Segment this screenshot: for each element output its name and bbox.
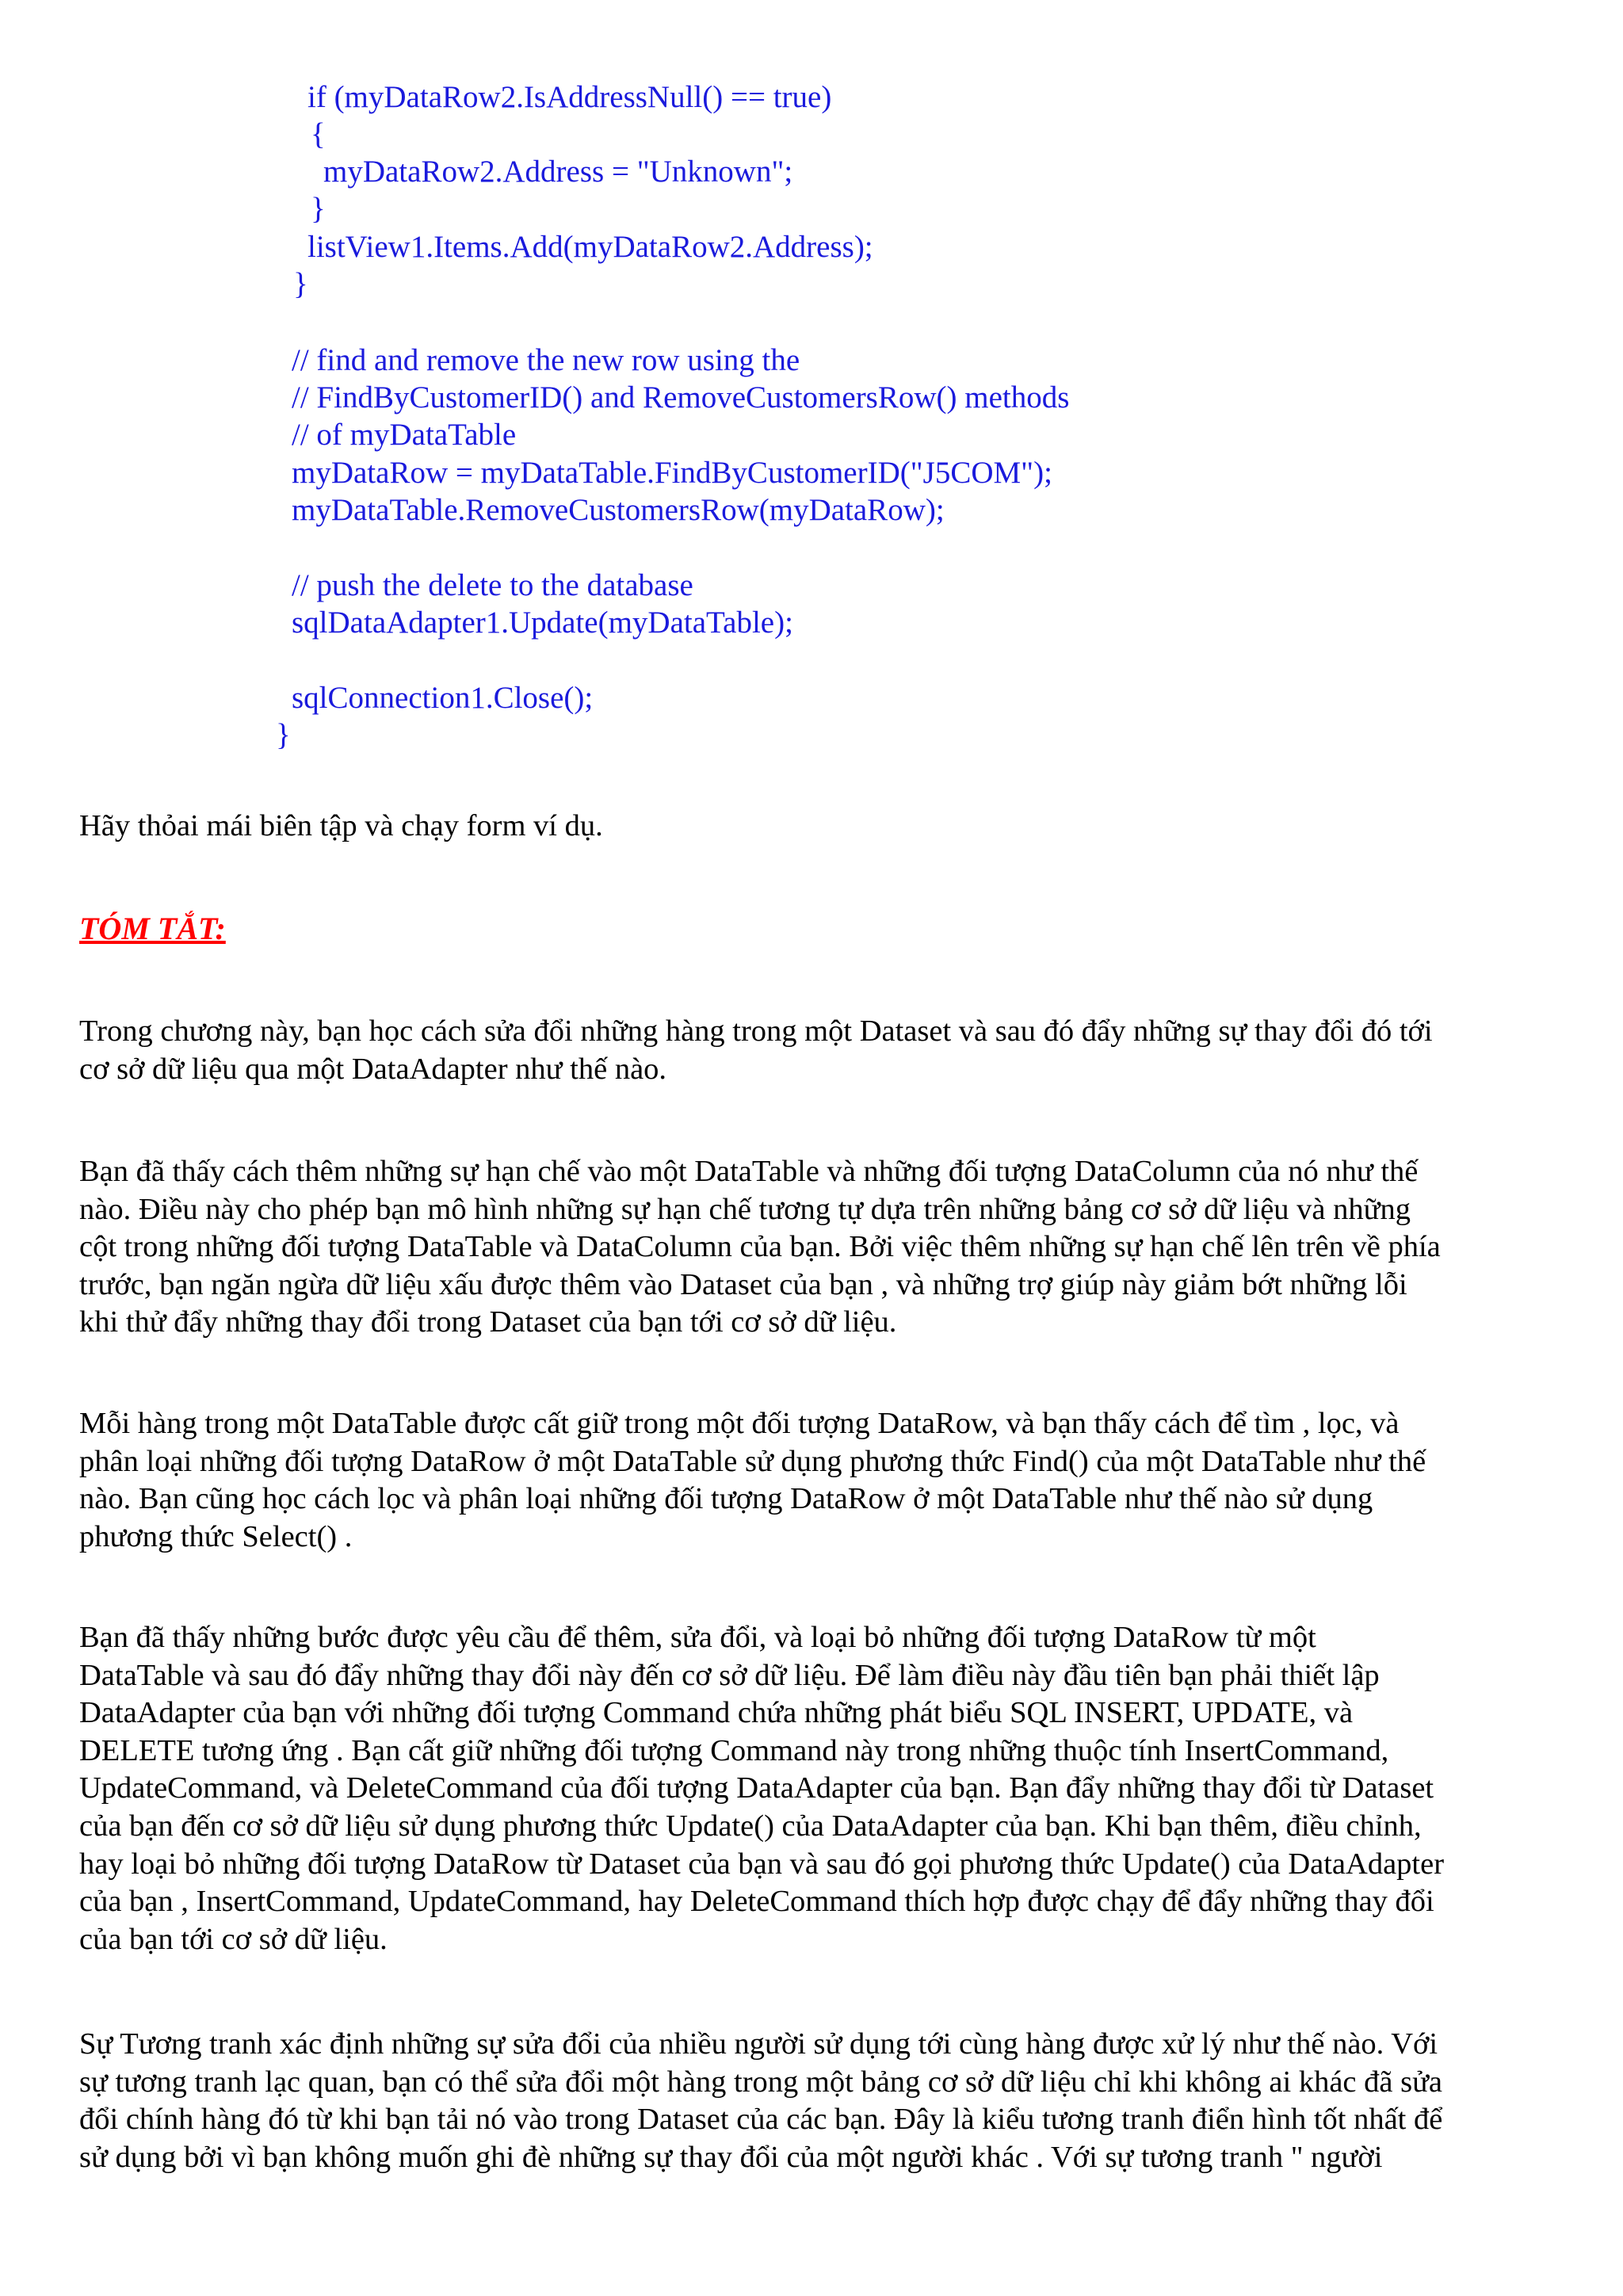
code-line: myDataTable.RemoveCustomersRow(myDataRow); bbox=[292, 493, 945, 527]
summary-paragraph-3 bbox=[79, 1405, 1569, 1556]
text-line: nào. Điều này cho phép bạn mô hình những sự hạn chế tương tự dựa trên những bảng cơ sở dữ liệu và những bbox=[79, 1192, 1411, 1226]
code-line: listView1.Items.Add(myDataRow2.Address); bbox=[307, 230, 873, 264]
code-line: // push the delete to the database bbox=[292, 568, 693, 602]
summary-paragraph-2 bbox=[79, 1153, 1569, 1342]
text-line: sự tương tranh lạc quan, bạn có thể sửa đổi một hàng trong một bảng cơ sở dữ liệu chỉ khi không ai khác đã sửa bbox=[79, 2065, 1443, 2099]
text-line: phân loại những đối tượng DataRow ở một DataTable sử dụng phương thức Find() của một DataTable như thế bbox=[79, 1444, 1426, 1478]
summary-heading: TÓM TẮT: bbox=[79, 911, 226, 946]
code-line: } bbox=[311, 192, 326, 226]
text-line: cột trong những đối tượng DataTable và DataColumn của bạn. Bởi việc thêm những sự hạn chế lên trên về phía bbox=[79, 1230, 1441, 1264]
code-line: // of myDataTable bbox=[292, 418, 517, 452]
summary-paragraph-5 bbox=[79, 2026, 1569, 2176]
text-line: DELETE tương ứng . Bạn cất giữ những đối tượng Command này trong những thuộc tính InsertCommand, bbox=[79, 1733, 1389, 1767]
text-line: của bạn đến cơ sở dữ liệu sử dụng phương thức Update() của DataAdapter của bạn. Khi bạn thêm, điều chỉnh, bbox=[79, 1809, 1422, 1843]
code-line: myDataRow2.Address = "Unknown"; bbox=[323, 155, 793, 189]
text-line: Trong chương này, bạn học cách sửa đổi những hàng trong một Dataset và sau đó đẩy những sự thay đổi đó tới bbox=[79, 1014, 1433, 1048]
code-line: sqlConnection1.Close(); bbox=[292, 681, 594, 715]
text-line: đổi chính hàng đó từ khi bạn tải nó vào trong Dataset của các bạn. Đây là kiểu tương tranh điển hình tốt nhất để bbox=[79, 2103, 1443, 2137]
text-line: của bạn tới cơ sở dữ liệu. bbox=[79, 1922, 388, 1956]
code-line: // find and remove the new row using the bbox=[292, 343, 800, 377]
text-line: Sự Tương tranh xác định những sự sửa đổi của nhiều người sử dụng tới cùng hàng được xử lý như thế nào. Với bbox=[79, 2027, 1438, 2061]
code-line: myDataRow = myDataTable.FindByCustomerID("J5COM"); bbox=[292, 456, 1052, 490]
text-line: Bạn đã thấy những bước được yêu cầu để thêm, sửa đổi, và loại bỏ những đối tượng DataRow từ một bbox=[79, 1621, 1316, 1654]
summary-paragraph-1 bbox=[79, 1013, 1569, 1088]
text-line: DataAdapter của bạn với những đối tượng Command chứa những phát biểu SQL INSERT, UPDATE, và bbox=[79, 1696, 1354, 1730]
text-line: hay loại bỏ những đối tượng DataRow từ Dataset của bạn và sau đó gọi phương thức Update() của DataAdapter bbox=[79, 1847, 1445, 1881]
code-line: } bbox=[293, 267, 308, 301]
code-line: // FindByCustomerID() and RemoveCustomersRow() methods bbox=[292, 380, 1070, 415]
code-line: if (myDataRow2.IsAddressNull() == true) bbox=[307, 80, 832, 114]
text-line: khi thử đẩy những thay đổi trong Dataset của bạn tới cơ sở dữ liệu. bbox=[79, 1305, 897, 1339]
intro-text: Hãy thỏai mái biên tập và chạy form ví dụ. bbox=[79, 809, 603, 842]
text-line: Mỗi hàng trong một DataTable được cất giữ trong một đối tượng DataRow, và bạn thấy cách để tìm , lọc, và bbox=[79, 1407, 1400, 1440]
text-line: sử dụng bởi vì bạn không muốn ghi đè những sự thay đổi của một người khác . Với sự tương tranh " người bbox=[79, 2140, 1383, 2174]
text-line: DataTable và sau đó đẩy những thay đổi này đến cơ sở dữ liệu. Để làm điều này đầu tiên bạn phải thiết lập bbox=[79, 1658, 1380, 1692]
text-line: phương thức Select() . bbox=[79, 1519, 353, 1553]
text-line: UpdateCommand, và DeleteCommand của đối tượng DataAdapter của bạn. Bạn đẩy những thay đổi từ Dataset bbox=[79, 1771, 1434, 1805]
text-line: trước, bạn ngăn ngừa dữ liệu xấu được thêm vào Dataset của bạn , và những trợ giúp này giảm bớt những lỗi bbox=[79, 1267, 1407, 1301]
text-line: cơ sở dữ liệu qua một DataAdapter như thế nào. bbox=[79, 1052, 667, 1086]
text-line: nào. Bạn cũng học cách lọc và phân loại những đối tượng DataRow ở một DataTable như thế nào sử dụng bbox=[79, 1482, 1373, 1516]
code-line: sqlDataAdapter1.Update(myDataTable); bbox=[292, 606, 793, 640]
code-line: } bbox=[276, 718, 291, 752]
text-line: Bạn đã thấy cách thêm những sự hạn chế vào một DataTable và những đối tượng DataColumn của nó như thế bbox=[79, 1155, 1419, 1188]
summary-paragraph-4 bbox=[79, 1619, 1569, 1958]
text-line: của bạn , InsertCommand, UpdateCommand, hay DeleteCommand thích hợp được chạy để đẩy những thay đổi bbox=[79, 1885, 1434, 1919]
code-line: { bbox=[311, 117, 326, 151]
